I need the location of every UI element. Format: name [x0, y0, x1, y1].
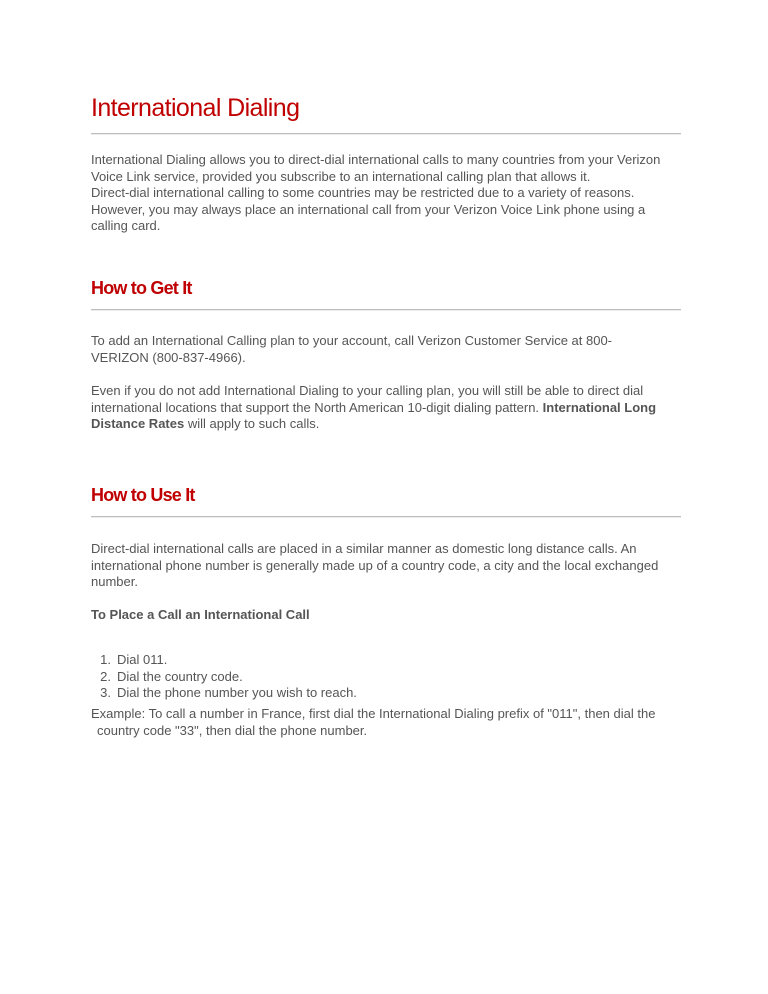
steps-list [91, 652, 357, 702]
title-divider [91, 133, 681, 135]
example-paragraph [91, 706, 681, 739]
list-item [91, 685, 357, 702]
list-item [91, 669, 357, 686]
step-text: Dial 011. [117, 652, 168, 667]
get-it-paragraph-1: To add an International Calling plan to your account, call Verizon Customer Service at 800-VERIZON (800-837-4966). [91, 333, 613, 365]
section-heading-get-it: How to Get It [91, 278, 192, 298]
use-it-paragraph: Direct-dial international calls are placed in a similar manner as domestic long distance calls. An international phone number is generally made up of a country code, a city and the local exchanged number. [91, 541, 659, 589]
get-it-divider [91, 309, 681, 311]
use-it-divider [91, 516, 681, 518]
step-text: Dial the phone number you wish to reach. [117, 685, 357, 700]
example-line-1: Example: To call a number in France, first dial the International Dialing prefix of "011", then dial the [91, 706, 656, 721]
step-number: 2. [100, 668, 111, 684]
step-text: Dial the country code. [117, 668, 243, 684]
get-it-paragraph-2 [91, 383, 681, 433]
step-number: 3. [100, 685, 111, 700]
section-heading-use-it: How to Use It [91, 485, 195, 505]
step-number: 1. [100, 652, 111, 667]
list-item [91, 652, 357, 669]
example-line-2: country code "33", then dial the phone number. [97, 722, 368, 738]
get-it-paragraph-2-text: Even if you do not add International Dialing to your calling plan, you will still be able to direct dial international locations that support the North American 10-digit dialing pattern. [91, 383, 644, 415]
rates-emphasis: International Long Distance Rates [91, 399, 657, 431]
intro-line-1: International Dialing allows you to direct-dial international calls to many countries from your Verizon Voice Link service, provided you subscribe to an international calling plan that allows it. [91, 152, 661, 184]
page-title: International Dialing [91, 94, 300, 122]
steps-subheading: To Place a Call an International Call [91, 607, 310, 622]
intro-paragraph [91, 152, 681, 235]
intro-line-2: Direct-dial international calling to some countries may be restricted due to a variety of reasons. However, you may always place an international call from your Verizon Voice Link phone using a calling card. [91, 185, 646, 233]
get-it-paragraph-2-tail: will apply to such calls. [184, 416, 320, 431]
